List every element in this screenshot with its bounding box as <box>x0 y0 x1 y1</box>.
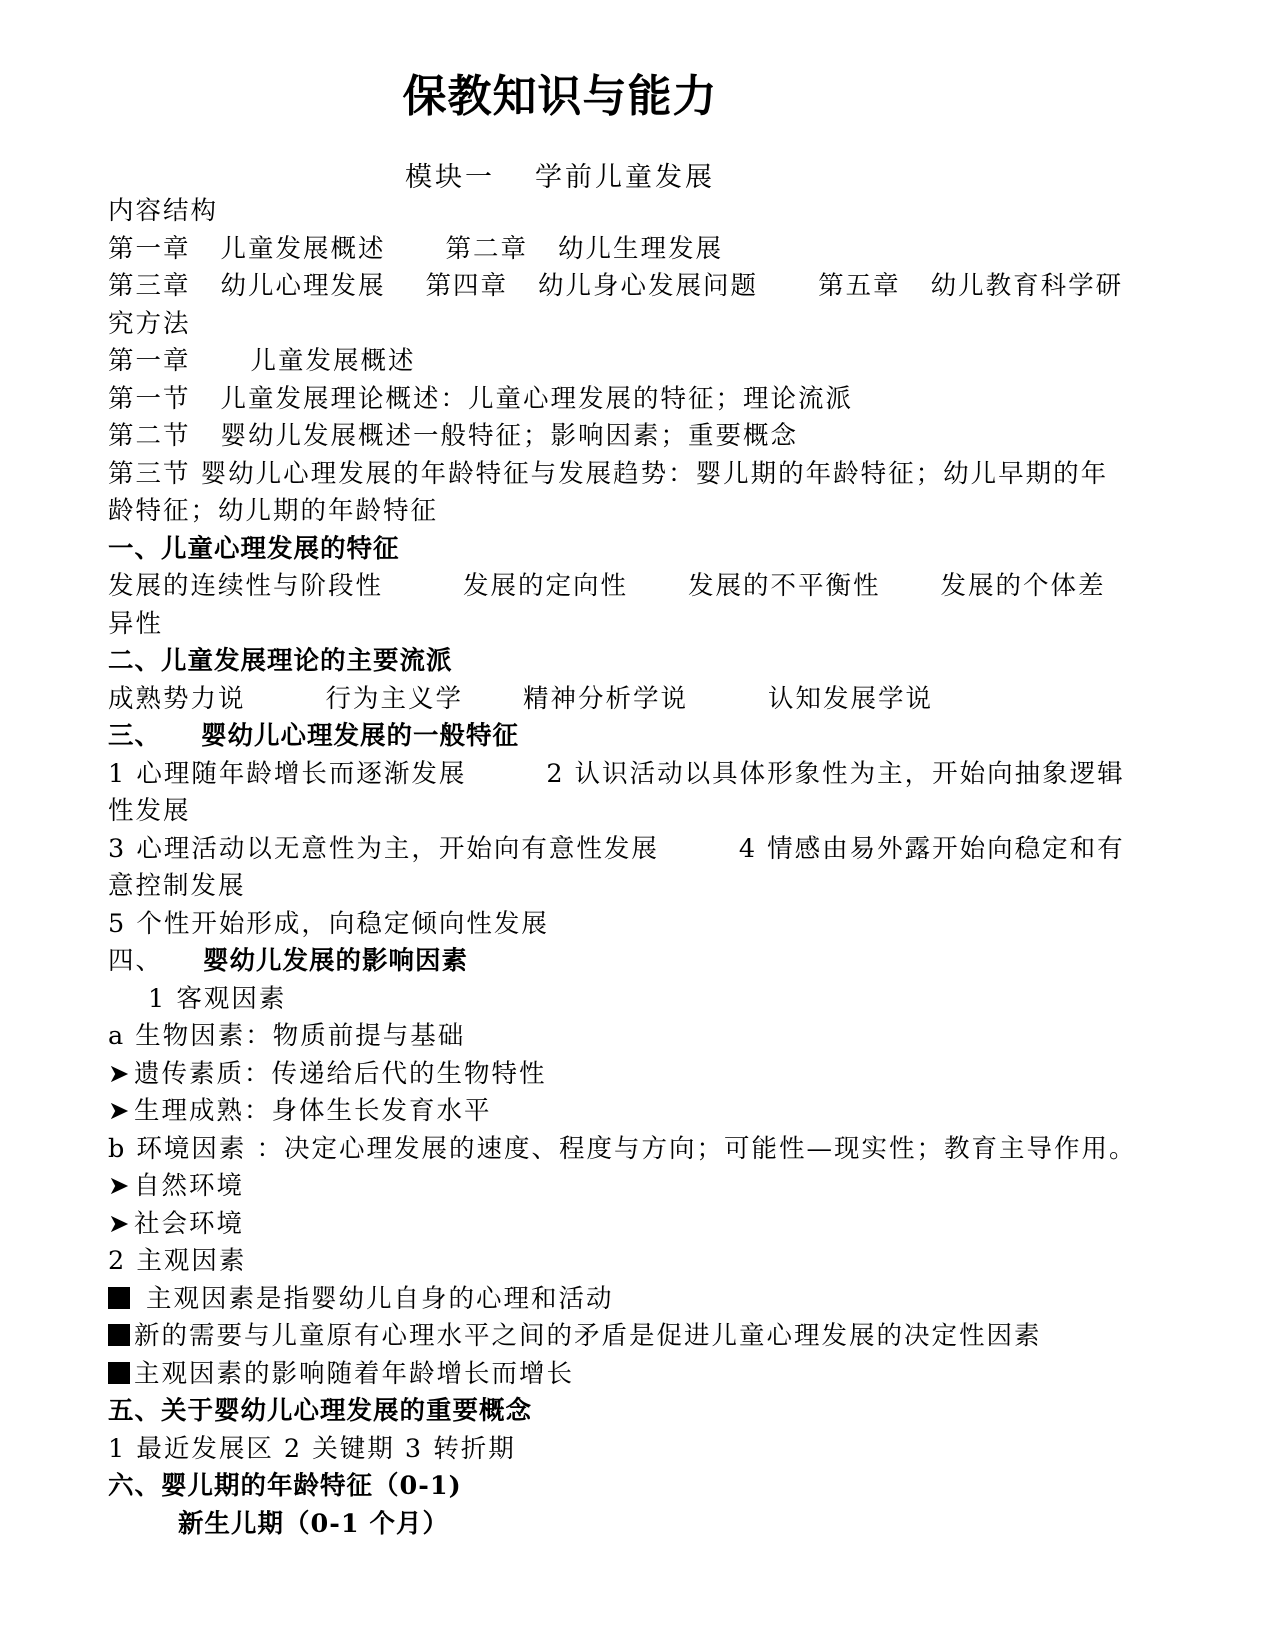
bullet-item: ➤ 生理成熟：身体生长发育水平 <box>108 1093 1190 1131</box>
heading-1: 一、儿童心理发展的特征 <box>108 533 400 564</box>
square-bullet-item: 新的需要与儿童原有心理水平之间的矛盾是促进儿童心理发展的决定性因素 <box>108 1318 1190 1356</box>
arrow-bullet-icon: ➤ <box>108 1096 132 1126</box>
arrow-bullet-icon: ➤ <box>108 1208 132 1239</box>
heading-5: 五、关于婴幼儿心理发展的重要概念 <box>108 1396 533 1426</box>
text-line: 1 心理随年龄增长而逐渐发展 2 认识活动以具体形象性为主，开始向抽象逻辑 <box>108 758 1125 789</box>
document-title: 保教知识与能力 <box>402 71 718 122</box>
text-line: 2 主观因素 <box>108 1246 247 1276</box>
heading-2: 二、儿童发展理论的主要流派 <box>108 646 453 676</box>
text-line: a 生物因素：物质前提与基础 <box>108 1021 466 1051</box>
text-line: 性发展 <box>108 796 191 826</box>
text-line: 发展的连续性与阶段性 发展的定向性 发展的不平衡性 发展的个体差 <box>108 571 1106 601</box>
bullet-item: ➤ 社会环境 <box>108 1206 1190 1244</box>
text-line: 1 客观因素 <box>148 983 287 1014</box>
heading-6: 六、婴儿期的年龄特征（0-1) <box>108 1471 462 1501</box>
text-line: 异性 <box>108 608 164 639</box>
arrow-bullet-icon: ➤ <box>108 1058 132 1089</box>
chapter-list-line: 第一章 儿童发展概述 第二章 幼儿生理发展 <box>108 233 724 264</box>
square-bullet-item: 主观因素的影响随着年龄增长而增长 <box>108 1356 1190 1394</box>
bullet-item: ➤ 自然环境 <box>108 1168 1190 1206</box>
text-line: 意控制发展 <box>108 871 246 901</box>
text-line: 3 心理活动以无意性为主，开始向有意性发展 4 情感由易外露开始向稳定和有 <box>108 833 1125 864</box>
text-line: b 环境因素 ：决定心理发展的速度、程度与方向；可能性—现实性；教育主导作用。 <box>108 1133 1137 1164</box>
section-line: 第二节 婴幼儿发展概述一般特征；影响因素；重要概念 <box>108 421 799 451</box>
heading-4: 四、 婴幼儿发展的影响因素 <box>108 946 469 976</box>
text-line: 龄特征；幼儿期的年龄特征 <box>108 496 439 526</box>
square-bullet-icon <box>108 1362 130 1384</box>
square-bullet-item: 主观因素是指婴幼儿自身的心理和活动 <box>108 1281 1190 1319</box>
chapter-line: 第一章 儿童发展概述 <box>108 346 416 376</box>
square-bullet-icon <box>108 1324 130 1346</box>
heading-3: 三、 婴幼儿心理发展的一般特征 <box>108 721 520 751</box>
document-body <box>108 193 1190 1543</box>
module-name: 学前儿童发展 <box>535 162 715 193</box>
text-line: 内容结构 <box>108 196 219 226</box>
section-line: 第一节 儿童发展理论概述：儿童心理发展的特征；理论流派 <box>108 383 854 414</box>
module-heading <box>0 155 1120 194</box>
text-line: 1 最近发展区 2 关键期 3 转折期 <box>108 1433 516 1464</box>
bullet-item: ➤ 遗传素质：传递给后代的生物特性 <box>108 1056 1190 1094</box>
module-label: 模块一 <box>405 162 495 193</box>
heading-7: 新生儿期（0-1 个月） <box>178 1508 449 1539</box>
text-line: 究方法 <box>108 308 191 339</box>
arrow-bullet-icon: ➤ <box>108 1171 132 1201</box>
text-line: 5 个性开始形成，向稳定倾向性发展 <box>108 908 549 939</box>
text-line: 成熟势力说 行为主义学 精神分析学说 认知发展学说 <box>108 683 934 714</box>
square-bullet-icon <box>108 1287 130 1309</box>
chapter-list-line: 第三章 幼儿心理发展 第四章 幼儿身心发展问题 第五章 幼儿教育科学研 <box>108 271 1124 301</box>
section-line: 第三节 婴幼儿心理发展的年龄特征与发展趋势：婴儿期的年龄特征；幼儿早期的年 <box>108 458 1109 489</box>
